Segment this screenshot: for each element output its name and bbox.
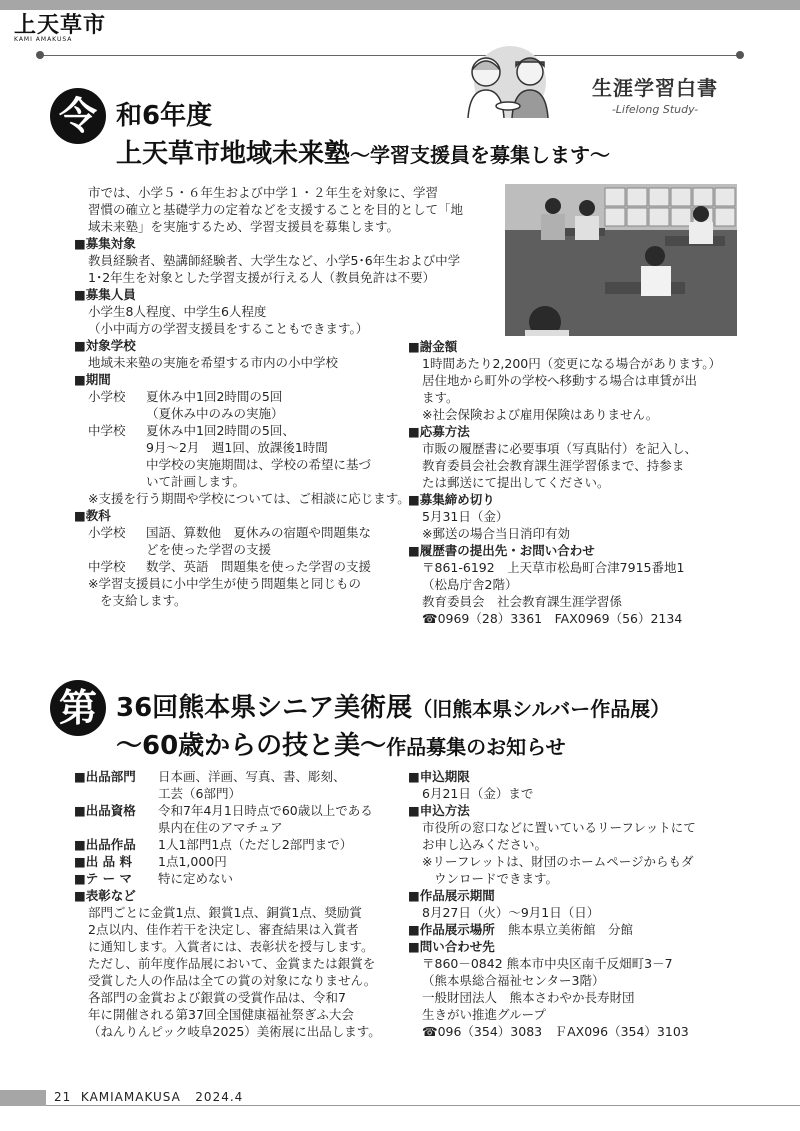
- text-line: 教育委員会社会教育課生涯学習係まで、持参ま: [422, 458, 685, 473]
- theme-heading: ■テ ー マ: [74, 871, 133, 886]
- cat-text: [158, 768, 346, 802]
- award-text: [74, 904, 404, 1040]
- text-line: 市役所の窓口などに置いているリーフレットにて: [422, 820, 696, 835]
- article1-intro: [74, 184, 494, 235]
- text-line: を支給します。: [100, 593, 187, 608]
- text-line: ウンロードできます。: [434, 871, 559, 886]
- period-elem-text: [146, 388, 284, 422]
- text-line: ます。: [422, 390, 459, 405]
- article1-right-column: [408, 338, 740, 627]
- cat-row: [74, 768, 404, 802]
- text-line: 各部門の金賞および銀賞の受賞作品は、令和7: [88, 990, 346, 1005]
- issue-date: 2024.4: [195, 1090, 244, 1104]
- text-line: （熊本県総合福祉センター3階）: [422, 973, 605, 988]
- text-line: （松島庁舎2階）: [422, 577, 518, 592]
- logo-main: 上天草市: [14, 12, 107, 38]
- logo-sub: KAMI AMAKUSA: [14, 36, 73, 43]
- qual-heading: ■出品資格: [74, 803, 136, 818]
- exhibit-text: 8月27日（火）～9月1日（日）: [422, 905, 600, 920]
- article2-title-main2: ～60歳からの技と美～: [116, 731, 387, 761]
- text-line: ☎0969（28）3361 FAX0969（56）2134: [422, 611, 683, 626]
- a2-contact-heading: ■問い合わせ先: [408, 939, 495, 954]
- text-line: どを使った学習の支援: [146, 542, 272, 557]
- text-line: 教育委員会 社会教育課生涯学習係: [422, 594, 623, 609]
- article2-title-sub: （旧熊本県シルバー作品展）: [412, 697, 671, 721]
- text-line: 中学校の実施期間は、学校の希望に基づ: [146, 457, 372, 472]
- award-heading: ■表彰など: [74, 888, 136, 903]
- text-line: ※社会保険および雇用保険はありません。: [422, 407, 659, 422]
- a2-deadline-heading: ■申込期限: [408, 769, 470, 784]
- text-line: お申し込みください。: [422, 837, 548, 852]
- text-line: 日本画、洋画、写真、書、彫刻、: [158, 769, 346, 784]
- contact-heading: ■履歴書の提出先・お問い合わせ: [408, 543, 595, 558]
- page-number: 21: [54, 1090, 72, 1104]
- cat-heading: ■出品部門: [74, 769, 136, 784]
- a2-deadline-text: 6月21日（金）まで: [422, 786, 534, 801]
- deadline-text: [408, 508, 740, 542]
- text-line: 生きがい推進グループ: [422, 1007, 547, 1022]
- school-heading: ■対象学校: [74, 338, 136, 353]
- method-text: [408, 819, 740, 887]
- period-jh-text: [146, 422, 371, 490]
- text-line: （小中両方の学習支援員をすることもできます。）: [88, 321, 369, 336]
- intro-line: 市では、小学５・６年生および中学１・２年生を対象に、学習: [88, 185, 439, 200]
- article1-title-main: 上天草市地域未来塾: [116, 139, 351, 169]
- subject-elem-text: [146, 524, 371, 558]
- text-line: 受賞した人の作品は全ての賞の対象になりません。: [88, 973, 377, 988]
- footer-rule: [46, 1105, 800, 1106]
- text-line: 小学生8人程度、中学生6人程度: [88, 304, 267, 319]
- work-heading: ■出品作品: [74, 837, 136, 852]
- contact-text: [408, 559, 740, 627]
- pay-heading: ■謝金額: [408, 339, 458, 354]
- text-line: 教員経験者、塾講師経験者、大学生など、小学5･6年生および中学: [88, 253, 461, 268]
- series-label: [580, 72, 730, 116]
- venue-row: [408, 921, 740, 938]
- top-bar: [0, 0, 800, 10]
- article1-lead-char: 令: [50, 88, 106, 144]
- text-line: 1時間あたり2,200円（変更になる場合があります。）: [422, 356, 721, 371]
- target-text: [74, 252, 494, 286]
- article2-left-column: [74, 768, 404, 1040]
- magazine-name: KAMIAMAKUSA: [80, 1090, 181, 1104]
- fee-row: [74, 853, 404, 870]
- subject-elem-label: 小学校: [88, 525, 126, 540]
- text-line: いて計画します。: [146, 474, 246, 489]
- subject-jh-label: 中学校: [88, 559, 126, 574]
- text-line: （ねんりんピック岐阜2025）美術展に出品します。: [88, 1024, 381, 1039]
- text-line: 部門ごとに金賞1点、銀賞1点、銅賞1点、奨励賞: [88, 905, 362, 920]
- text-line: 2点以内、佳作若干を決定し、審査結果は入賞者: [88, 922, 359, 937]
- text-line: 県内在住のアマチュア: [158, 820, 283, 835]
- article2-lead-char: 第: [50, 680, 106, 736]
- series-title: 生涯学習白書: [592, 76, 718, 100]
- intro-line: 習慣の確立と基礎学力の定着などを支援することを目的として「地: [88, 202, 464, 217]
- deadline-heading: ■募集締め切り: [408, 492, 495, 507]
- theme-row: [74, 870, 404, 887]
- article2-right-column: [408, 768, 740, 1040]
- text-line: 工芸（6部門）: [158, 786, 241, 801]
- series-subtitle: -Lifelong Study-: [611, 103, 699, 116]
- text-line: 〒861-6192 上天草市松島町合津7915番地1: [422, 560, 685, 575]
- text-line: ※学習支援員に小中学生が使う問題集と同じもの: [88, 576, 361, 591]
- period-note: ※支援を行う期間や学校については、ご相談に応じます。: [88, 491, 410, 506]
- period-heading: ■期間: [74, 372, 111, 387]
- fee-text: 1点1,000円: [158, 854, 227, 869]
- text-line: 夏休み中1回2時間の5回: [146, 389, 283, 404]
- target-heading: ■募集対象: [74, 236, 136, 251]
- text-line: ※郵送の場合当日消印有効: [422, 526, 570, 541]
- a2-contact-text: [408, 955, 740, 1040]
- text-line: 夏休み中1回2時間の5回、: [146, 423, 295, 438]
- footer-bar: [0, 1090, 46, 1106]
- count-text: [74, 303, 494, 337]
- rule-dot-left: [36, 51, 44, 59]
- venue-text: 熊本県立美術館 分館: [508, 922, 634, 937]
- article2-title-sub2: 作品募集のお知らせ: [386, 735, 566, 759]
- apply-heading: ■応募方法: [408, 424, 470, 439]
- footer: [54, 1090, 243, 1104]
- text-line: 市販の履歴書に必要事項（写真貼付）を記入し、: [422, 441, 698, 456]
- text-line: 国語、算数他 夏休みの宿題や問題集な: [146, 525, 372, 540]
- article2-title-main: 36回熊本県シニア美術展: [116, 693, 413, 723]
- text-line: ☎096（354）3083 ＦAX096（354）3103: [422, 1024, 689, 1039]
- period-elem-label: 小学校: [88, 389, 126, 404]
- venue-heading: ■作品展示場所: [408, 922, 495, 937]
- pay-text: [408, 355, 740, 423]
- text-line: ※リーフレットは、財団のホームページからもダ: [422, 854, 694, 869]
- text-line: 5月31日（金）: [422, 509, 509, 524]
- text-line: 一般財団法人 熊本さわやか長寿財団: [422, 990, 635, 1005]
- text-line: 〒860－0842 熊本市中央区南千反畑町3－7: [422, 956, 673, 971]
- work-row: [74, 836, 404, 853]
- count-heading: ■募集人員: [74, 287, 136, 302]
- subject-heading: ■教科: [74, 508, 111, 523]
- apply-text: [408, 440, 740, 491]
- intro-line: 域未来塾」を実施するため、学習支援員を募集します。: [88, 219, 400, 234]
- text-line: 1･2年生を対象とした学習支援が行える人（教員免許は不要）: [88, 270, 436, 285]
- text-line: たは郵送にて提出してください。: [422, 475, 610, 490]
- header-rule: [40, 55, 740, 56]
- article2-title-line2: [116, 730, 566, 763]
- article1-title-line2: [116, 138, 610, 171]
- text-line: （夏休み中のみの実施）: [146, 406, 284, 421]
- rule-dot-right: [736, 51, 744, 59]
- text-line: 居住地から町外の学校へ移動する場合は車賃が出: [422, 373, 698, 388]
- exhibit-heading: ■作品展示期間: [408, 888, 495, 903]
- text-line: 令和7年4月1日時点で60歳以上である: [158, 803, 373, 818]
- method-heading: ■申込方法: [408, 803, 470, 818]
- subject-jh-text: 数学、英語 問題集を使った学習の支援: [146, 559, 372, 574]
- period-jh-label: 中学校: [88, 423, 126, 438]
- theme-text: 特に定めない: [158, 871, 234, 886]
- article1-title-sub: ～学習支援員を募集します～: [350, 143, 611, 167]
- logo: [14, 14, 114, 42]
- text-line: 年に開催される第37回全国健康福祉祭ぎふ大会: [88, 1007, 354, 1022]
- text-line: 地域未来塾の実施を希望する市内の小中学校: [88, 355, 339, 370]
- qual-text: [158, 802, 373, 836]
- article1-title-line1: 和6年度: [116, 101, 213, 131]
- text-line: 9月～2月 週1回、放課後1時間: [146, 440, 328, 455]
- article2-title-line1: [116, 692, 670, 725]
- qual-row: [74, 802, 404, 836]
- fee-heading: ■出 品 料: [74, 854, 133, 869]
- classroom-photo: [505, 184, 737, 336]
- text-line: に通知します。入賞者には、表彰状を授与します。: [88, 939, 374, 954]
- text-line: ただし、前年度作品展において、金賞または銀賞を: [88, 956, 376, 971]
- work-text: 1人1部門1点（ただし2部門まで）: [158, 837, 353, 852]
- elderly-people-eating-icon: [450, 46, 570, 118]
